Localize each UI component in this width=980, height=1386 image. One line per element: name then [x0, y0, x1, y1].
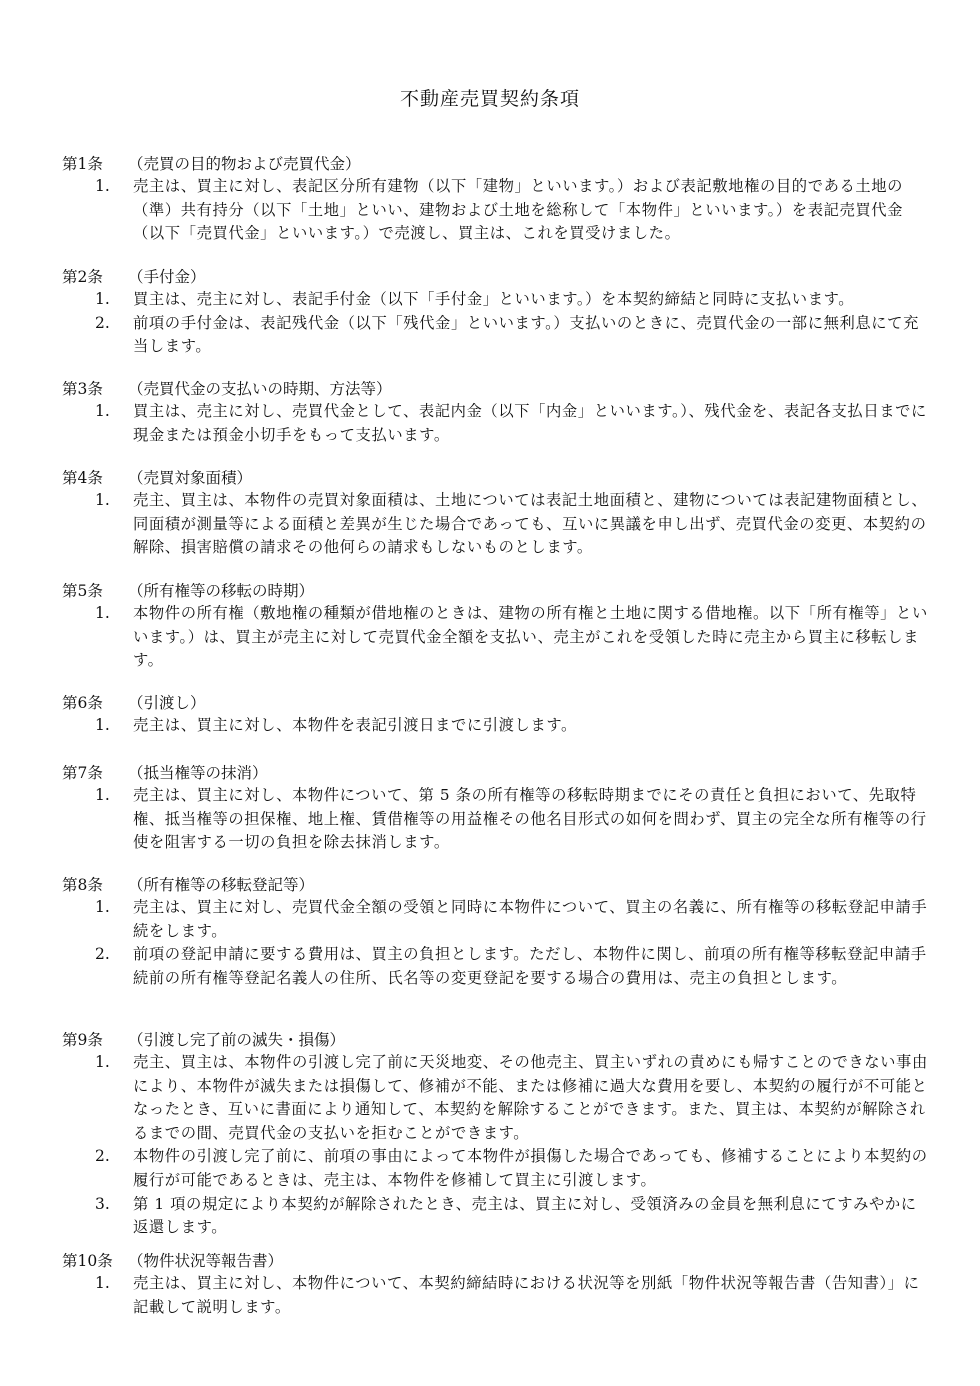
- article-heading: [62, 874, 932, 896]
- clause-number: 1.: [95, 491, 110, 509]
- article-heading: [62, 266, 932, 288]
- clause-item: [62, 1051, 932, 1145]
- article-caption: （手付金）: [128, 268, 206, 286]
- article-heading: [62, 692, 932, 714]
- article-4: [62, 467, 932, 560]
- article-1: [62, 153, 932, 246]
- clause-number: 1.: [95, 786, 110, 804]
- clause-item: [62, 896, 932, 943]
- article-caption: （売買代金の支払いの時期、方法等）: [128, 380, 392, 398]
- article-2: [62, 266, 932, 359]
- clause-item: [62, 312, 932, 359]
- clause-text: 買主は、売主に対し、売買代金として、表記内金（以下「内金」といいます。）、残代金を、表記各支払日までに現金または預金小切手をもって支払います。: [133, 402, 927, 444]
- clause-text: 売主、買主は、本物件の売買対象面積は、土地については表記土地面積と、建物については表記建物面積とし、同面積が測量等による面積と差異が生じた場合であっても、互いに異議を申し出ず、売買代金の変更、本契約の解除、損害賠償の請求その他何らの請求もしないものとします。: [133, 491, 928, 557]
- article-number: 第5条: [62, 582, 103, 600]
- article-heading: [62, 378, 932, 400]
- clause-item: [62, 288, 932, 312]
- article-7: [62, 762, 932, 855]
- clause-number: 1.: [95, 1274, 110, 1292]
- clause-text: 売主、買主は、本物件の引渡し完了前に天災地変、その他売主、買主いずれの責めにも帰すことのできない事由により、本物件が滅失または損傷して、修補が不能、または修補に過大な費用を要し、本契約の履行が不可能となったとき、互いに書面により通知して、本契約を解除することができます。また、買主は、本契約が解除されるまでの間、売買代金の支払いを拒むことができます。: [133, 1053, 928, 1142]
- article-10: [62, 1250, 932, 1319]
- clause-text: 売主は、買主に対し、本物件について、第 5 条の所有権等の移転時期までにその責任と負担において、先取特権、抵当権等の担保権、地上権、賃借権等の用益権その他名目形式の如何を問わず、買主の完全な所有権等の行使を阻害する一切の負担を除去抹消します。: [133, 786, 927, 852]
- clause-text: 買主は、売主に対し、表記手付金（以下「手付金」といいます。）を本契約締結と同時に支払います。: [133, 290, 855, 308]
- clause-number: 1.: [95, 177, 110, 195]
- clause-text: 売主は、買主に対し、本物件について、本契約締結時における状況等を別紙「物件状況等報告書（告知書）」に記載して説明します。: [133, 1274, 920, 1316]
- clause-number: 1.: [95, 402, 110, 420]
- article-heading: [62, 1250, 932, 1272]
- article-number: 第6条: [62, 694, 103, 712]
- clause-item: [62, 602, 932, 673]
- clause-number: 2.: [95, 1147, 110, 1166]
- clause-item: [62, 1272, 932, 1319]
- clause-text: 本物件の引渡し完了前に、前項の事由によって本物件が損傷した場合であっても、修補することにより本契約の履行が可能であるときは、売主は、本物件を修補して買主に引渡します。: [133, 1147, 928, 1189]
- article-number: 第10条: [62, 1252, 113, 1270]
- article-number: 第1条: [62, 155, 103, 173]
- document-title: 不動産売買契約条項: [399, 88, 580, 110]
- clause-number: 2.: [95, 313, 110, 332]
- clause-item: [62, 1193, 932, 1240]
- clause-item: [62, 714, 932, 738]
- clause-text: 前項の登記申請に要する費用は、買主の負担とします。ただし、本物件に関し、前項の所有権等移転登記申請手続前の所有権等登記名義人の住所、氏名等の変更登記を要する場合の費用は、売主の負担とします。: [133, 945, 927, 987]
- clause-item: [62, 784, 932, 855]
- clause-item: [62, 1145, 932, 1192]
- article-caption: （物件状況等報告書）: [128, 1252, 284, 1270]
- clause-item: [62, 943, 932, 990]
- clause-item: [62, 489, 932, 560]
- article-9: [62, 1029, 932, 1240]
- clause-text: 売主は、買主に対し、本物件を表記引渡日までに引渡します。: [133, 716, 577, 734]
- article-number: 第7条: [62, 764, 103, 782]
- article-heading: [62, 467, 932, 489]
- clause-text: 第 1 項の規定により本契約が解除されたとき、売主は、買主に対し、受領済みの金員を無利息にてすみやかに返還します。: [133, 1194, 917, 1237]
- clause-number: 1.: [95, 604, 110, 622]
- article-caption: （所有権等の移転登記等）: [128, 876, 315, 894]
- article-caption: （引渡し完了前の滅失・損傷）: [128, 1031, 346, 1049]
- article-caption: （売買対象面積）: [128, 469, 253, 487]
- clause-text: 売主は、買主に対し、売買代金全額の受領と同時に本物件について、買主の名義に、所有権等の移転登記申請手続をします。: [133, 898, 928, 940]
- clause-number: 1.: [95, 290, 110, 308]
- article-caption: （売買の目的物および売買代金）: [128, 155, 361, 173]
- article-heading: [62, 1029, 932, 1051]
- article-3: [62, 378, 932, 447]
- article-number: 第3条: [62, 380, 103, 398]
- clause-number: 1.: [95, 716, 110, 734]
- article-caption: （引渡し）: [128, 694, 206, 712]
- clause-number: 1.: [95, 898, 110, 916]
- clause-text: 本物件の所有権（敷地権の種類が借地権のときは、建物の所有権と土地に関する借地権。以下「所有権等」といいます。）は、買主が売主に対して売買代金全額を支払い、売主がこれを受領した時に売主から買主に移転します。: [133, 604, 928, 670]
- clause-number: 1.: [95, 1053, 110, 1071]
- clause-item: [62, 400, 932, 447]
- article-6: [62, 692, 932, 738]
- article-caption: （所有権等の移転の時期）: [128, 582, 315, 600]
- clause-number: 3.: [95, 1194, 110, 1213]
- clause-item: [62, 175, 932, 246]
- article-heading: [62, 580, 932, 602]
- article-caption: （抵当権等の抹消）: [128, 764, 268, 782]
- article-number: 第9条: [62, 1031, 103, 1049]
- clause-number: 2.: [95, 945, 110, 964]
- article-heading: [62, 762, 932, 784]
- clause-text: 前項の手付金は、表記残代金（以下「残代金」といいます。）支払いのときに、売買代金の一部に無利息にて充当します。: [133, 313, 919, 356]
- article-5: [62, 580, 932, 673]
- clause-text: 売主は、買主に対し、表記区分所有建物（以下「建物」といいます。）および表記敷地権の目的である土地の（準）共有持分（以下「土地」といい、建物および土地を総称して「本物件」といいます。）を表記売買代金（以下「売買代金」といいます。）で売渡し、買主は、これを買受けました。: [133, 177, 904, 243]
- article-heading: [62, 153, 932, 175]
- article-8: [62, 874, 932, 990]
- article-number: 第8条: [62, 876, 103, 894]
- article-number: 第4条: [62, 469, 103, 487]
- article-number: 第2条: [62, 268, 103, 286]
